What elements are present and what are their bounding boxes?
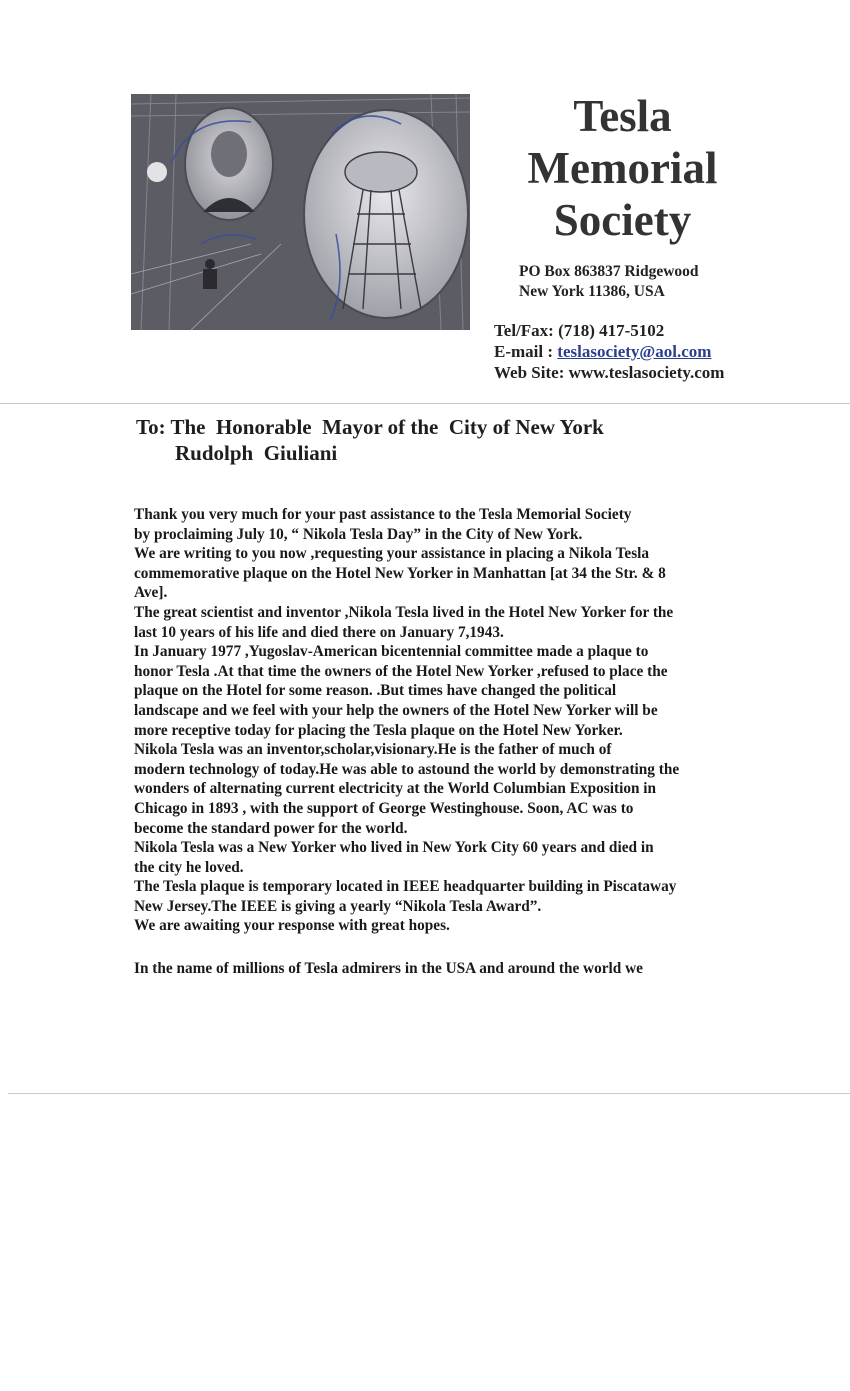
- body-line: Chicago in 1893 , with the support of George Westinghouse. Soon, AC was to: [134, 799, 634, 817]
- recipient-block: [136, 414, 604, 466]
- website: Web Site: www.teslasociety.com: [494, 363, 725, 382]
- recipient-to-line: To: The Honorable Mayor of the City of New York: [136, 415, 604, 439]
- recipient-name: Rudolph Giuliani: [175, 441, 338, 465]
- body-line: landscape and we feel with your help the owners of the Hotel New Yorker will be: [134, 701, 658, 719]
- email-link[interactable]: teslasociety@aol.com: [557, 342, 712, 361]
- address-line-1: PO Box 863837 Ridgewood: [519, 263, 699, 280]
- org-name-line-1: Tesla: [573, 91, 672, 141]
- body-line: honor Tesla .At that time the owners of the Hotel New Yorker ,refused to place the: [134, 662, 668, 680]
- tesla-collage-photo: [131, 94, 470, 330]
- body-line: New Jersey.The IEEE is giving a yearly “Nikola Tesla Award”.: [134, 897, 542, 915]
- closing-line: In the name of millions of Tesla admirers in the USA and around the world we: [134, 960, 643, 977]
- address-line-2: New York 11386, USA: [519, 283, 665, 300]
- body-line: The Tesla plaque is temporary located in IEEE headquarter building in Piscataway: [134, 878, 677, 896]
- body-line: plaque on the Hotel for some reason. .But times have changed the political: [134, 682, 617, 700]
- org-name-line-3: Society: [553, 195, 692, 245]
- body-line: Thank you very much for your past assistance to the Tesla Memorial Society: [134, 506, 632, 523]
- body-line: Nikola Tesla was a New Yorker who lived in New York City 60 years and died in: [134, 839, 654, 857]
- body-line: In January 1977 ,Yugoslav-American bicentennial committee made a plaque to: [134, 643, 649, 661]
- body-line: last 10 years of his life and died there on January 7,1943.: [134, 623, 504, 641]
- body-line: commemorative plaque on the Hotel New Yorker in Manhattan [at 34 the Str. & 8: [134, 564, 666, 582]
- body-line: become the standard power for the world.: [134, 819, 408, 837]
- email-line: [494, 341, 724, 362]
- body-line: by proclaiming July 10, “ Nikola Tesla Day” in the City of New York.: [134, 525, 583, 543]
- tel-fax: Tel/Fax: (718) 417-5102: [494, 321, 665, 340]
- page-bottom-divider: [8, 1093, 850, 1094]
- org-name-line-2: Memorial: [527, 143, 718, 193]
- letter-body: [134, 505, 746, 936]
- body-line: The great scientist and inventor ,Nikola Tesla lived in the Hotel New Yorker for the: [134, 603, 674, 621]
- body-line: the city he loved.: [134, 858, 244, 876]
- email-label: E-mail :: [494, 342, 558, 361]
- header-divider: [0, 403, 850, 404]
- body-line: Nikola Tesla was an inventor,scholar,visionary.He is the father of much of: [134, 741, 612, 759]
- contact-info: [494, 320, 724, 383]
- body-line: We are writing to you now ,requesting your assistance in placing a Nikola Tesla: [134, 545, 650, 563]
- body-line: modern technology of today.He was able to astound the world by demonstrating the: [134, 760, 680, 778]
- body-line: We are awaiting your response with great hopes.: [134, 917, 450, 935]
- organization-name: [500, 90, 745, 246]
- body-line: wonders of alternating current electricity at the World Columbian Exposition in: [134, 780, 657, 798]
- postal-address: [519, 262, 699, 302]
- body-line: more receptive today for placing the Tesla plaque on the Hotel New Yorker.: [134, 721, 623, 739]
- body-line: Ave].: [134, 584, 168, 602]
